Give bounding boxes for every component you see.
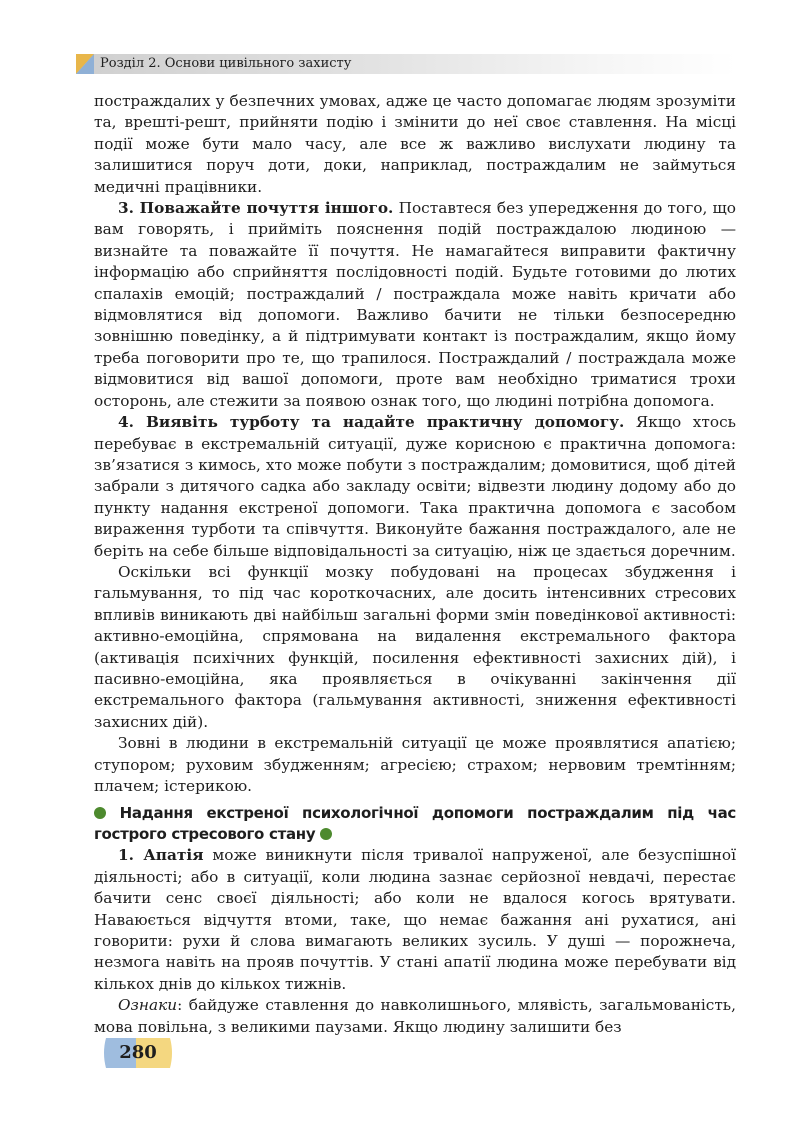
bullet-icon [94, 807, 106, 819]
paragraph-signs [94, 995, 736, 1038]
bullet-icon [320, 828, 332, 840]
paragraph-text: може виникнути після тривалої напруженої, але безуспішної діяльності; або в ситуації, коли людина зазнає серйозної невдачі, перестає бачити сенс своєї діяльності; або коли не вдалося когось врятувати. Наваюється відчуття втоми, таке, що немає бажання ані рухатися, ані говорити: рухи й слова вимагають великих зусиль. У душі — порожнеча, незмога навіть на прояв почуттів. У стані апатії людина може перебувати від кількох днів до кількох тижнів. [94, 846, 736, 993]
section-heading-text: Надання екстреної психологічної допомоги постраждалим під час гострого стресового стану [94, 804, 736, 844]
paragraph-text: Якщо хтось перебуває в екстремальній ситуації, дуже корисною є практична допомога: зв’язатися з кимось, хто може побути з постраждалим; домовитися, щоб дітей забрали з дитячого садка або закладу освіти; відвезти людину додому або до пункту надання екстреної допомоги. Така практична допомога є засобом вираження турботи та співчуття. Виконуйте бажання постраждалого, але не беріть на себе більше відповідальності за ситуацію, ніж це здається доречним. [94, 413, 736, 560]
run-in-heading: 1. Апатія [118, 846, 204, 865]
paragraph-practical-help [94, 412, 736, 562]
section-heading [94, 803, 736, 845]
section-title: Розділ 2. Основи цивільного захисту [100, 56, 352, 71]
paragraph-manifestations: Зовні в людини в екстремальній ситуації це може проявлятися апатією; ступором; руховим збудженням; агресією; страхом; нервовим тремтінням; плачем; істерикою. [94, 734, 736, 795]
run-in-heading: 3. Поважайте почуття іншого. [118, 199, 394, 218]
paragraph-text: Поставтеся без упередження до того, що вам говорять, і прийміть пояснення подій постраждалою людиною — визнайте та поважайте її почуття. Не намагайтеся виправити фактичну інформацію або сприйняття послідовності подій. Будьте готовими до лютих спалахів емоцій; постраждалий / постраждала може навіть кричати або відмовлятися від допомоги. Важливо бачити не тільки безпосередню зовнішню поведінку, а й підтримувати контакт із постраждалим, якщо йому треба поговорити про те, що трапилося. Постраждалий / постраждала може відмовитися від вашої допомоги, проте вам необхідно триматися трохи осторонь, але стежити за появою ознак того, що людині потрібна допомога. [94, 199, 736, 410]
paragraph-brain-functions: Оскільки всі функції мозку побудовані на процесах збудження і гальмування, то під час короткочасних, але досить інтенсивних стресових впливів виникають дві найбільш загальні форми змін поведінкової активності: активно-емоційна, спрямована на видалення екстремального фактора (активація психічних функцій, посилення ефективності захисних дій), і пасивно-емоційна, яка проявляється в очікуванні закінчення дії екстремального фактора (гальмування активності, зниження ефективності захисних дій). [94, 562, 736, 731]
paragraph-apathy [94, 845, 736, 995]
paragraph-continuation: постраждалих у безпечних умовах, адже це часто допомагає людям зрозуміти та, врешті-решт, прийняти подію і змінити до неї своє ставлення. На місці події може бути мало часу, але все ж важливо вислухати людину та залишитися поруч доти, доки, наприклад, постраждалим не займуться медичні працівники. [94, 92, 736, 196]
corner-mark-icon [76, 54, 94, 74]
paragraph-text: : байдуже ставлення до навколишнього, млявість, загальмованість, мова повільна, з великими паузами. Якщо людину залишити без [94, 996, 736, 1036]
signs-label: Ознаки [118, 996, 178, 1015]
run-in-heading: 4. Виявіть турботу та надайте практичну допомогу. [118, 413, 625, 432]
page-number: 280 [119, 1042, 157, 1063]
paragraph-respect-feelings [94, 198, 736, 412]
page-content [94, 91, 736, 1038]
